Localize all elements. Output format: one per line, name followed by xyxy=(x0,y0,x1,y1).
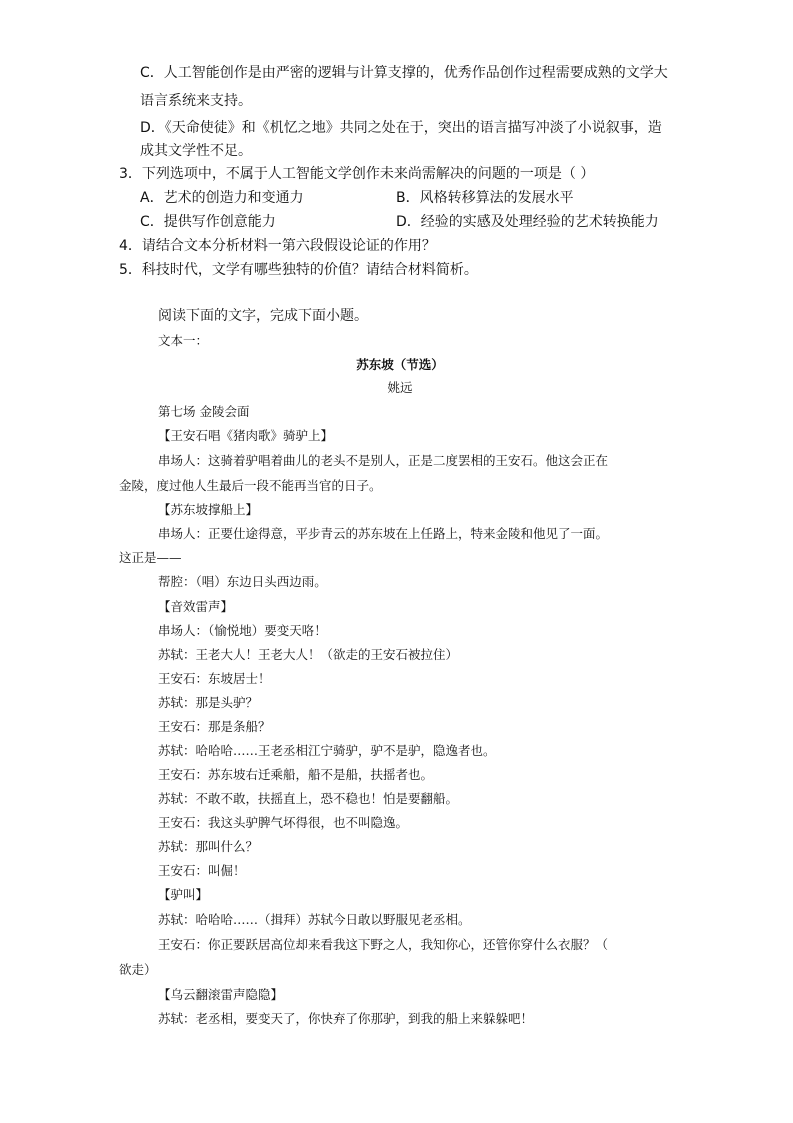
reading-instruction: 阅读下面的文字，完成下面小题。 xyxy=(158,308,368,324)
script-line: 苏轼：老丞相，要变天了，你快弃了你那驴，到我的船上来躲躲吧！ xyxy=(158,1011,534,1026)
script-line: 【苏东坡撑船上】 xyxy=(158,502,259,517)
script-line: 苏轼：不敢不敢，扶摇直上，恐不稳也！怕是要翻船。 xyxy=(158,791,459,806)
script-line: 串场人：正要仕途得意，平步青云的苏东坡在上任路上，特来金陵和他见了一面。 xyxy=(158,526,609,541)
question-3-option-d: D．经验的实感及处理经验的艺术转换能力 xyxy=(396,214,659,230)
script-line: 串场人：（愉悦地）要变天咯！ xyxy=(158,623,327,638)
script-line: 苏轼：那叫什么？ xyxy=(158,839,259,854)
script-line: 王安石：苏东坡右迁乘船，船不是船，扶摇者也。 xyxy=(158,767,434,782)
script-line: 苏轼：哈哈哈……（揖拜）苏轼今日敢以野服见老丞相。 xyxy=(158,912,471,927)
play-title: 苏东坡（节选） xyxy=(356,357,444,372)
option-c-line1: C．人工智能创作是由严密的逻辑与计算支撑的，优秀作品创作过程需要成熟的文学大 xyxy=(140,65,668,81)
script-line: 【驴叫】 xyxy=(158,887,209,902)
script-line: 【乌云翻滚雷声隐隐】 xyxy=(158,987,284,1002)
question-3-option-a: A．艺术的创造力和变通力 xyxy=(140,190,304,206)
option-d-line1: D．《天命使徒》和《机忆之地》共同之处在于，突出的语言描写冲淡了小说叙事，造 xyxy=(140,120,662,136)
script-line: 【王安石唱《猪肉歌》骑驴上】 xyxy=(158,428,334,443)
script-line: 苏轼：哈哈哈……王老丞相江宁骑驴，驴不是驴，隐逸者也。 xyxy=(158,743,496,758)
script-line: 串场人：这骑着驴唱着曲儿的老头不是别人，正是二度罢相的王安石。他这会正在 xyxy=(158,453,609,468)
script-line: 苏轼：那是头驴？ xyxy=(158,695,259,710)
question-3-option-c: C．提供写作创意能力 xyxy=(140,214,276,230)
text-label: 文本一： xyxy=(158,333,209,348)
script-line: 【音效雷声】 xyxy=(158,599,234,614)
script-line: 王安石：叫倔！ xyxy=(158,863,246,878)
option-c-line2: 语言系统来支持。 xyxy=(140,93,252,109)
script-line: 王安石：那是条船？ xyxy=(158,719,271,734)
script-line: 王安石：东坡居士！ xyxy=(158,671,271,686)
question-3-stem: 3．下列选项中，不属于人工智能文学创作未来尚需解决的问题的一项是（ ） xyxy=(119,166,595,182)
script-line: 帮腔：（唱）东边日头西边雨。 xyxy=(158,574,327,589)
scene-heading: 第七场 金陵会面 xyxy=(158,404,250,419)
script-line: 王安石：你正要跃居高位却来看我这下野之人，我知你心，还管你穿什么衣服？（ xyxy=(158,937,609,952)
script-line: 金陵，度过他人生最后一段不能再当官的日子。 xyxy=(119,478,382,493)
option-d-line2: 成其文学性不足。 xyxy=(140,143,252,159)
question-4: 4．请结合文本分析材料一第六段假设论证的作用？ xyxy=(119,238,436,254)
script-line: 欲走） xyxy=(119,962,157,977)
play-author: 姚远 xyxy=(387,380,413,395)
script-line: 这正是—— xyxy=(119,550,182,565)
question-3-option-b: B．风格转移算法的发展水平 xyxy=(396,190,574,206)
question-5: 5．科技时代，文学有哪些独特的价值？请结合材料简析。 xyxy=(119,262,478,278)
script-line: 苏轼：王老大人！王老大人！（欲走的王安石被拉住） xyxy=(158,647,459,662)
script-line: 王安石：我这头驴脾气坏得很，也不叫隐逸。 xyxy=(158,815,409,830)
